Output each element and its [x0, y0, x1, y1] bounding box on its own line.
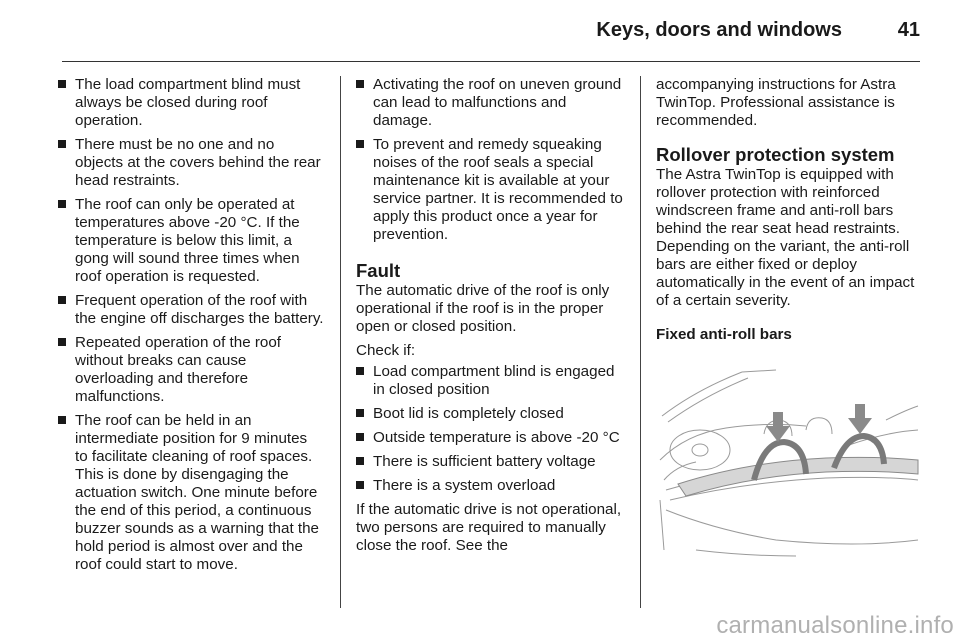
list-item: To prevent and remedy squeaking noises of the roof seals a special maintenance kit is available at your service partner. It is recommended to apply this product once a year for prevention. [356, 136, 626, 244]
continued-text: accompanying instructions for Astra TwinTop. Professional assistance is recommended. [656, 76, 896, 129]
list-item: Repeated operation of the roof without breaks can cause overloading and therefore malfunctions. [58, 334, 324, 406]
fault-text: The automatic drive of the roof is only operational if the roof is in the proper open or closed position. [356, 282, 610, 335]
bullet-square-icon [356, 457, 364, 465]
list-item: The roof can only be operated at temperatures above -20 °C. If the temperature is below this limit, a gong will sound three times when roof operation is requested. [58, 196, 324, 286]
list-item: Outside temperature is above -20 °C [356, 429, 626, 447]
column-divider [340, 76, 341, 608]
column-2 [356, 76, 626, 561]
list-item: There is a system overload [356, 477, 626, 495]
rollover-heading: Rollover protection system [656, 144, 895, 165]
fixed-bars-heading: Fixed anti-roll bars [656, 326, 792, 343]
bullet-square-icon [356, 481, 364, 489]
list-item: Load compartment blind is engaged in closed position [356, 363, 626, 399]
bullet-square-icon [356, 80, 364, 88]
list-item: Boot lid is completely closed [356, 405, 626, 423]
bullet-square-icon [356, 140, 364, 148]
bullet-square-icon [58, 200, 66, 208]
rollover-text: The Astra TwinTop is equipped with rollover protection with reinforced windscreen frame and anti-roll bars behind the rear seat head restraints. Depending on the variant, the anti-roll bars are either fixed or deploy automatically in the event of an impact of a certain severity. [656, 166, 915, 309]
list-item: There is sufficient battery voltage [356, 453, 626, 471]
list-item: Activating the roof on uneven ground can lead to malfunctions and damage. [356, 76, 626, 130]
header-divider [62, 61, 920, 62]
bullet-square-icon [58, 338, 66, 346]
fault-heading: Fault [356, 260, 401, 281]
bullet-square-icon [356, 409, 364, 417]
convertible-car-drawing [656, 350, 920, 562]
bullet-square-icon [58, 80, 66, 88]
section-title: Keys, doors and windows [596, 19, 842, 41]
list-item: The load compartment blind must always be closed during roof operation. [58, 76, 324, 130]
column-3 [656, 76, 922, 344]
bullet-square-icon [58, 296, 66, 304]
check-if-label: Check if: [356, 342, 416, 359]
page-number: 41 [897, 19, 920, 41]
bullet-square-icon [356, 433, 364, 441]
bullet-square-icon [58, 416, 66, 424]
list-item: There must be no one and no objects at the covers behind the rear head restraints. [58, 136, 324, 190]
page-header [0, 0, 960, 64]
column-divider [640, 76, 641, 608]
watermark-url: carmanualsonline.info [716, 612, 954, 639]
bullet-square-icon [356, 367, 364, 375]
car-rollbar-illustration [656, 350, 920, 562]
list-item: Frequent operation of the roof with the engine off discharges the battery. [58, 292, 324, 328]
column-1 [58, 76, 324, 580]
list-item: The roof can be held in an intermediate position for 9 minutes to facilitate cleaning of roof spaces. This is done by disengaging the actuation switch. One minute before the end of this period, a continuous buzzer sounds as a warning that the hold period is almost over and the roof could start to move. [58, 412, 324, 574]
bullet-square-icon [58, 140, 66, 148]
closing-text: If the automatic drive is not operational, two persons are required to manually close the roof. See the [356, 501, 622, 554]
